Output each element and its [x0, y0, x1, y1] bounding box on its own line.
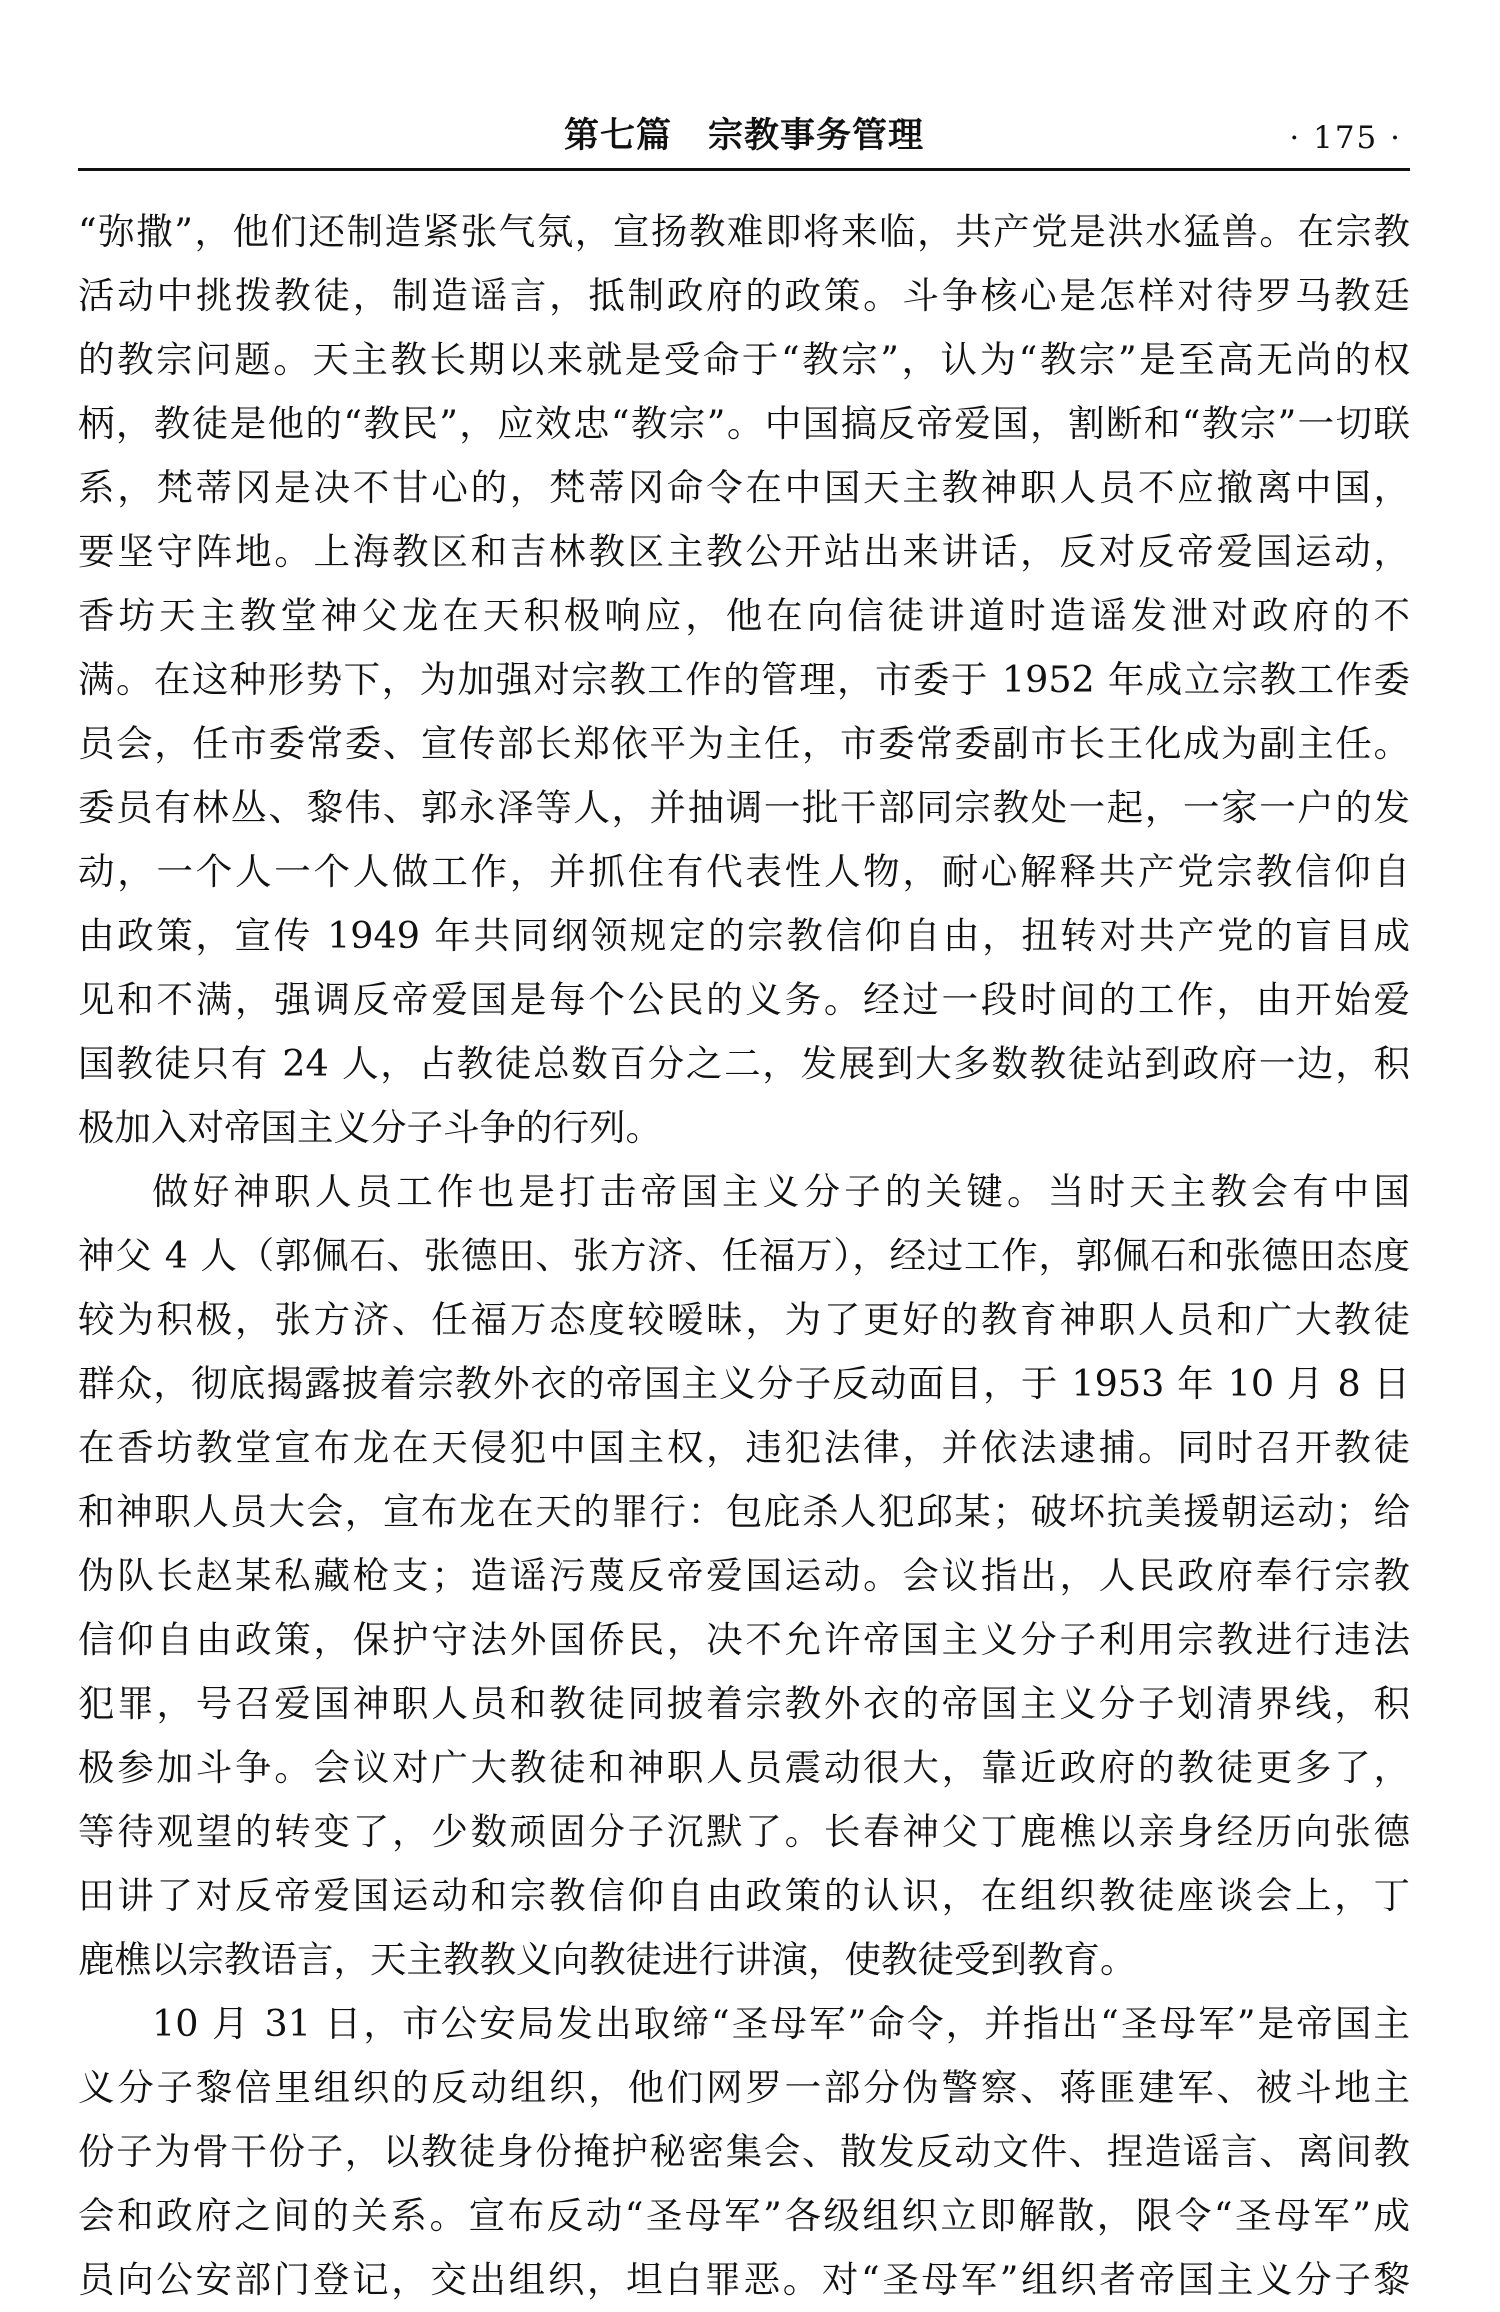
text-line: 田讲了对反帝爱国运动和宗教信仰自由政策的认识，在组织教徒座谈会上，丁: [78, 1874, 1410, 1917]
text-line: 要坚守阵地。上海教区和吉林教区主教公开站出来讲话，反对反帝爱国运动，: [78, 530, 1410, 573]
text-line: 极参加斗争。会议对广大教徒和神职人员震动很大，靠近政府的教徒更多了，: [78, 1746, 1410, 1789]
text-line: 员向公安部门登记，交出组织，坦白罪恶。对“圣母军”组织者帝国主义分子黎: [78, 2258, 1410, 2301]
page-number: · 175 ·: [1289, 120, 1402, 156]
text-line: 义分子黎倍里组织的反动组织，他们网罗一部分伪警察、蒋匪建军、被斗地主: [78, 2066, 1410, 2109]
text-line: 做好神职人员工作也是打击帝国主义分子的关键。当时天主教会有中国: [152, 1170, 1410, 1213]
header-rule: [78, 168, 1410, 171]
text-line: 会和政府之间的关系。宣布反动“圣母军”各级组织立即解散，限令“圣母军”成: [78, 2194, 1410, 2237]
body-text: [78, 200, 1410, 2312]
chapter-title: 第七篇 宗教事务管理: [563, 116, 924, 156]
text-line: 的教宗问题。天主教长期以来就是受命于“教宗”，认为“教宗”是至高无尚的权: [78, 338, 1410, 381]
text-line: 10 月 31 日，市公安局发出取缔“圣母军”命令，并指出“圣母军”是帝国主: [152, 2002, 1410, 2045]
text-line: 柄，教徒是他的“教民”，应效忠“教宗”。中国搞反帝爱国，割断和“教宗”一切联: [78, 402, 1410, 445]
text-line: 群众，彻底揭露披着宗教外衣的帝国主义分子反动面目，于 1953 年 10 月 8 日: [78, 1362, 1410, 1405]
text-line: 委员有林丛、黎伟、郭永泽等人，并抽调一批干部同宗教处一起，一家一户的发: [78, 786, 1410, 829]
text-line: 伪队长赵某私藏枪支；造谣污蔑反帝爱国运动。会议指出，人民政府奉行宗教: [78, 1554, 1410, 1597]
text-line: 活动中挑拨教徒，制造谣言，抵制政府的政策。斗争核心是怎样对待罗马教廷: [78, 274, 1410, 317]
text-line: 员会，任市委常委、宣传部长郑依平为主任，市委常委副市长王化成为副主任。: [78, 722, 1410, 765]
text-line: 由政策，宣传 1949 年共同纲领规定的宗教信仰自由，扭转对共产党的盲目成: [78, 914, 1410, 957]
text-line: 系，梵蒂冈是决不甘心的，梵蒂冈命令在中国天主教神职人员不应撤离中国，: [78, 466, 1410, 509]
text-line: 份子为骨干份子，以教徒身份掩护秘密集会、散发反动文件、捏造谣言、离间教: [78, 2130, 1410, 2173]
text-line: “弥撒”，他们还制造紧张气氛，宣扬教难即将来临，共产党是洪水猛兽。在宗教: [78, 210, 1410, 253]
text-line: 和神职人员大会，宣布龙在天的罪行：包庇杀人犯邱某；破坏抗美援朝运动；给: [78, 1490, 1410, 1533]
text-line: 信仰自由政策，保护守法外国侨民，决不允许帝国主义分子利用宗教进行违法: [78, 1618, 1410, 1661]
text-line: 国教徒只有 24 人，占教徒总数百分之二，发展到大多数教徒站到政府一边，积: [78, 1042, 1410, 1085]
text-line: 香坊天主教堂神父龙在天积极响应，他在向信徒讲道时造谣发泄对政府的不: [78, 594, 1410, 637]
running-head: [78, 112, 1410, 172]
text-line: 较为积极，张方济、任福万态度较暧昧，为了更好的教育神职人员和广大教徒: [78, 1298, 1410, 1341]
text-line: 鹿樵以宗教语言，天主教教义向教徒进行讲演，使教徒受到教育。: [78, 1938, 1137, 1981]
text-line: 见和不满，强调反帝爱国是每个公民的义务。经过一段时间的工作，由开始爱: [78, 978, 1410, 1021]
text-line: 极加入对帝国主义分子斗争的行列。: [78, 1106, 662, 1149]
text-line: 犯罪，号召爱国神职人员和教徒同披着宗教外衣的帝国主义分子划清界线，积: [78, 1682, 1410, 1725]
text-line: 等待观望的转变了，少数顽固分子沉默了。长春神父丁鹿樵以亲身经历向张德: [78, 1810, 1410, 1853]
text-line: 神父 4 人（郭佩石、张德田、张方济、任福万），经过工作，郭佩石和张德田态度: [78, 1234, 1410, 1277]
text-line: 动，一个人一个人做工作，并抓住有代表性人物，耐心解释共产党宗教信仰自: [78, 850, 1410, 893]
text-line: 满。在这种形势下，为加强对宗教工作的管理，市委于 1952 年成立宗教工作委: [78, 658, 1410, 701]
text-line: 在香坊教堂宣布龙在天侵犯中国主权，违犯法律，并依法逮捕。同时召开教徒: [78, 1426, 1410, 1469]
